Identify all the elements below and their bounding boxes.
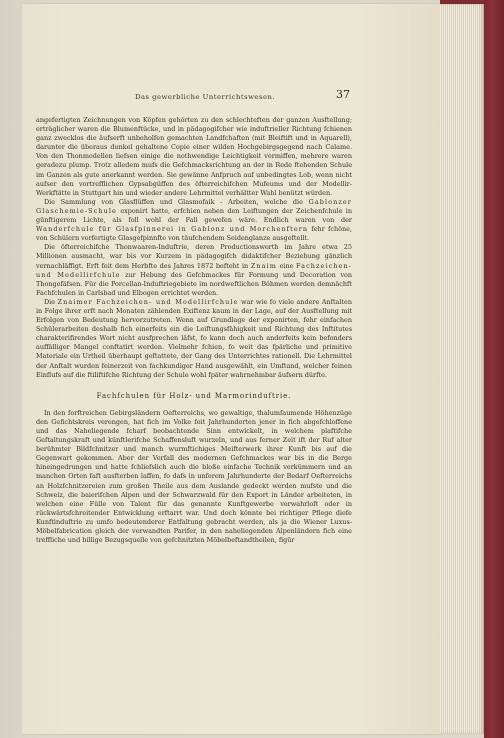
paragraph [36,409,352,545]
running-title: Das gewerbliche Unterrichtswesen. [135,93,276,101]
spaced-text-run: Fachzeichen- und Modellirfchule [36,261,352,279]
page-number: 37 [336,88,350,101]
paragraph [36,116,352,198]
spaced-text-run: Wanderfchule für Glasfpinnerei in Gablonz und Morchenftern [36,225,309,234]
text-run: angefertigten Zeichnungen von Köpfen gehörten zu den schlechteften der ganzen Ausftellung; erträglicher waren die Blumenftücke, und in pädagogifcher wie induftrieller Richtung fchienen ganz zwecklos die äufserft unbeholfen gemachten Landfchaften (mit Bleiftift und in Aquarell), darunter die überaus dunkel gehaltene Copie einer wilden Hochgebirgsgegend nach Calame. Von den Thonmodellen liefsen einige die nothwendige Leichtigkeit vermiffen, mehrere waren geradezu plump. Trotz alledem mufs die Gefchmacksrichtung an der in Rede ftehenden Schule im Ganzen als gute anerkannt werden. Sie gewänne Anfpruch auf unbedingtes Lob, wenn nicht aufser den vortrefflichen Gypsabgüffen des öfterreichifchen Mufeums und der Modellir-Werkftätte in Stuttgart hin und wieder andere Lehrmittel verhältter Wahl benützt würden. [36,116,352,197]
text-run: Die [44,297,58,306]
text-run: exponirt hatte, erfchien neben den Leiftungen der Zeichenfchule in günftigerem Lichte, als foll wohl der Fall gewefen wäre. Endlich waren von der [36,206,352,225]
spaced-text-run: Znaim [250,261,277,270]
paragraph [36,243,352,298]
section-paragraphs [36,409,352,545]
text-run: In den forftreichen Gebirgsländern Oefterreichs, wo gewaltige, thalumfaumende Höhenzüge den Gefichtskreis verengen, hat fich im Volke feit Jahrhunderten jener in fich abgefchloffene und das Naheliegende fcharf beobachtende Sinn entwickelt, in welchem plaftifche Geftaltungskraft und künftlerifche Schaffensluft wurzeln, und aus ferner Zeit ift der Ruf alter berühmter Bildfchnitzer und manch wurmftichiges Meifterwerk ihrer Kunft bis auf die Gegenwart gekommen. Aber der Verfall des modernen Gefchmackes war bis in die Berge hineingedrungen und hatte fchliefslich auch die bloße einfache Technik verkümmern und an manchen Orten faft ausfterben laffen, fo dafs in unferem Jahrhunderte der Bedarf Oefterreichs an Holzfchnitzereien zum großen Theile aus dem Auslande gedeckt werden mufste und die Schweiz, die baierifchen Alpen und der Schwarzwald für den Export in Länder arbeiteten, in welchen eine Fülle von Talent für das genannte Kunftgewerbe verwahrloft oder in rückwärtsfchreitender Entwicklung erftarrt war. Und doch könnte bei richtiger Pflege diefe Kunftinduftrie zu umfo bedeutenderer Entfaltung gebracht werden, als ja die Wiener Luxus-Möbelfabrication gleich der verwandten Parifer, in den naheliegenden Alpenländern fich eine treffliche und billige Bezugsquelle von gefchnitzten Möbelbeftandtheilen, figür [36,408,352,545]
paragraph [36,198,352,243]
paragraphs [36,116,352,380]
section-heading: Fachfchulen für Holz- und Marmorinduftrie. [96,391,292,400]
text-run: Die Sammlung von Glasflüffen und Glasmofaik - Arbeiten, welche die [44,197,309,206]
text-run: fehr fchöne, von Schülern verfertigte Glasgefpinnfte von täufchendem Seidenglanze ausgeftellt. [36,225,352,243]
text-run: Die öfterreichifche Thonwaaren-Induftrie, deren Productionswerth im Jahre etwa 25 Millionen ausmacht, war bis vor Kurzem in pädagogifch didaktifcher Beziehung gänzlich vernachläffigt. Erft feit dem Herbfte des Jahres 1872 befteht in [36,243,352,270]
spaced-text-run: Gablonzer Glaschemie-Schule [36,197,352,215]
text-run: war wie fo viele andere Anftalten in Folge ihrer erft nach Monaten zählenden Exiftenz kaum in der Lage, auf der Ausftellung mit Erfolgen von Bedeutung hervorzutreten. Wenn auf Grundlage der exponirten, fehr einfachen Schülerarbeiten deshalb fich einerfeits ein die Leiftungsfähigkeit und Richtung des Inftitutes charakterifirendes Wort nicht ausfprechen läfst, fo kann doch auch anderfeits kein befonders auffälliger Mangel conftatirt werden. Vielmehr fchien, fo weit das fpärliche und primitive Materiale ein Urtheil überhaupt geftattete, der Gang des Unterrichtes rationell. Die Lehrmittel der Anftalt wurden feinerzeit von fachkundiger Hand ausgewählt, ein Umftand, welcher feinen Einflufs auf die ftiliftifche Richtung der Schule wohl fpäter wahrnehmbar äufsern dürfte. [36,297,352,379]
text-run: zur Hebung des Gefchmackes für Formung und Decoration von Thongefäfsen. Für die Porcellan-Induftriegebiete im nordweftlichen Böhmen werden demnächft Fachfchulen in Carlsbad und Elbogen errichtet werden. [36,270,353,297]
page-edges [440,4,484,734]
body-text [36,116,352,545]
spaced-text-run: Znaimer Fachzeichen- und Modellirfchule [57,297,239,306]
paragraph [36,298,352,380]
book-cover [484,0,504,738]
text-run: eine [276,261,297,270]
page-header [38,88,352,102]
